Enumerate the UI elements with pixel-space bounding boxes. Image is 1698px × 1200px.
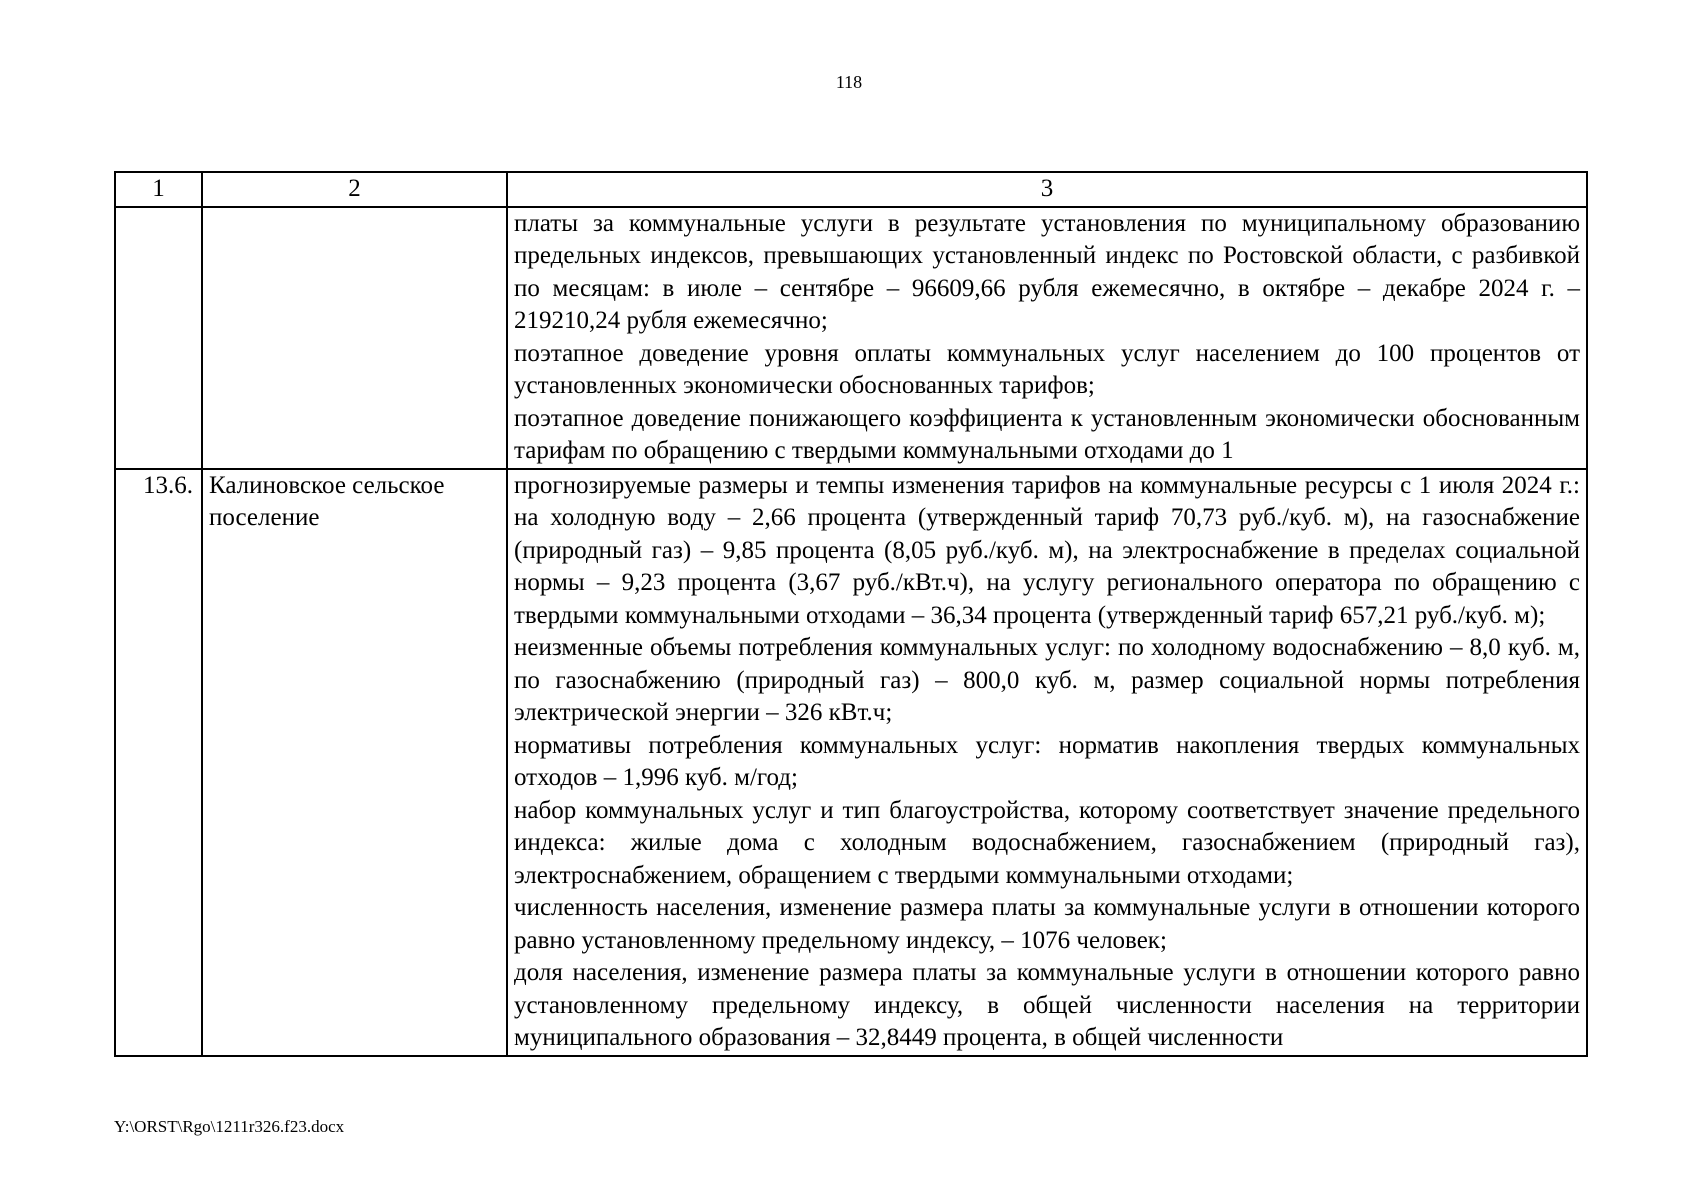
paragraph: набор коммунальных услуг и тип благоустройства, которому соответствует значение предельного индекса: жилые дома с холодным водоснабжением, газоснабжением (природный газ), электроснабжением, обращением с твердыми коммунальными отходами; (514, 796, 1580, 889)
paragraph: доля населения, изменение размера платы за коммунальные услуги в отношении которого равно установленному предельному индексу, в общей численности населения на территории муниципального образования – 32,8449 процента, в общей численности (514, 959, 1580, 1051)
footer-file-path: Y:\ORST\Rgo\1211r326.f23.docx (114, 1117, 345, 1136)
header-col-2: 2 (202, 172, 507, 207)
paragraph: нормативы потребления коммунальных услуг: норматив накопления твердых коммунальных отходов – 1,996 куб. м/год; (514, 731, 1580, 791)
row-content (507, 469, 1587, 1056)
row-number: 13.6. (115, 469, 202, 1056)
paragraph: численность населения, изменение размера платы за коммунальные услуги в отношении которого равно установленному предельному индексу, – 1076 человек; (514, 894, 1580, 954)
table-row (115, 469, 1587, 1056)
municipality-name (202, 207, 507, 469)
paragraph: прогнозируемые размеры и темпы изменения тарифов на коммунальные ресурсы с 1 июля 2024 г.: на холодную воду – 2,66 процента (утвержденный тариф 70,73 руб./куб. м), на газоснабжение (природный газ) – 9,85 процента (8,05 руб./куб. м), на электроснабжение в пределах социальной нормы – 9,23 процента (3,67 руб./кВт.ч), на услугу регионального оператора по обращению с твердыми коммунальными отходами – 36,34 процента (утвержденный тариф 657,21 руб./куб. м); (514, 471, 1580, 629)
header-col-1: 1 (115, 172, 202, 207)
paragraph: поэтапное доведение понижающего коэффициента к установленным экономически обоснованным тарифам по обращению с твердыми коммунальными отходами до 1 (514, 404, 1580, 464)
document-table (114, 171, 1588, 1057)
row-content (507, 207, 1587, 469)
table-header-row (115, 172, 1587, 207)
table-row (115, 207, 1587, 469)
header-col-3: 3 (507, 172, 1587, 207)
municipality-name: Калиновское сельское поселение (202, 469, 507, 1056)
page-number: 118 (835, 72, 863, 92)
paragraph: поэтапное доведение уровня оплаты коммунальных услуг населением до 100 процентов от установленных экономически обоснованных тарифов; (514, 339, 1580, 399)
paragraph: неизменные объемы потребления коммунальных услуг: по холодному водоснабжению – 8,0 куб. м, по газоснабжению (природный газ) – 800,0 куб. м, размер социальной нормы потребления электрической энергии – 326 кВт.ч; (514, 634, 1580, 726)
row-number (115, 207, 202, 469)
paragraph: платы за коммунальные услуги в результате установления по муниципальному образованию предельных индексов, превышающих установленный индекс по Ростовской области, с разбивкой по месяцам: в июле – сентябре – 96609,66 рубля ежемесячно, в октябре – декабре 2024 г. – 219210,24 рубля ежемесячно; (514, 209, 1580, 334)
